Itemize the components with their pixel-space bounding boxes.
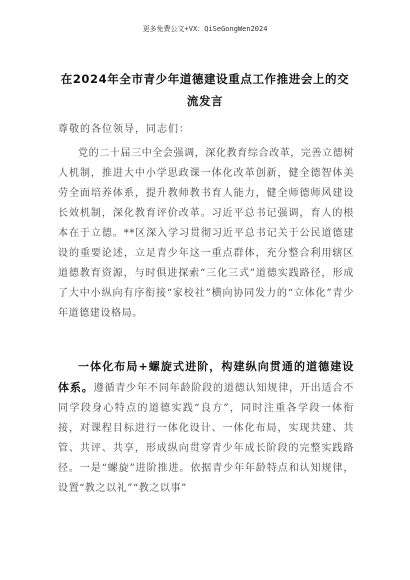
- paragraph-1: 党的二十届三中全会强调，深化教育综合改革，完善立德树人机制，推进大中小学思政课一体化改革创新，健全德智体美劳全面培养体系，提升教师教书育人能力，健全师德师风建设长效机制，深化教育评价改革。习近平总书记强调，育人的根本在于立德。**区深入学习贯彻习近平总书记关于公民道德建设的重要论述，立足青少年这一重点群体，充分整合利用辖区道德教育资源，与时俱进探索“三化三式”道德实践路径，形成了大中小纵向有序衔接“家校社”横向协同发力的“立体化”青少年道德建设格局。: [58, 148, 354, 319]
- salutation: 尊敬的各位领导，同志们：: [58, 124, 190, 135]
- paragraph-2-heading: 一体化布局+螺旋式进阶，构建纵向贯通的道德建设体系。: [58, 360, 354, 394]
- paragraph-2: [58, 357, 354, 499]
- document-title: 在2024年全市青少年道德建设重点工作推进会上的交流发言: [60, 72, 350, 108]
- page-header: 更多免费公文+VX：QiSeGongWen2024: [142, 25, 268, 33]
- paragraph-2-body: 遵循青少年不同年龄阶段的道德认知规律，开出适合不同学段身心特点的道德实践“良方”，同时注重各学段一体衔接，对课程目标进行一体化设计、一体化布局，实现共建、共管、共评、共享，形成纵向贯穿青少年成长阶段的完整实践路径。一是“螺旋”进阶推进。依据青少年年龄特点和认知规律，设置“教之以礼”“教之以事”: [58, 383, 354, 494]
